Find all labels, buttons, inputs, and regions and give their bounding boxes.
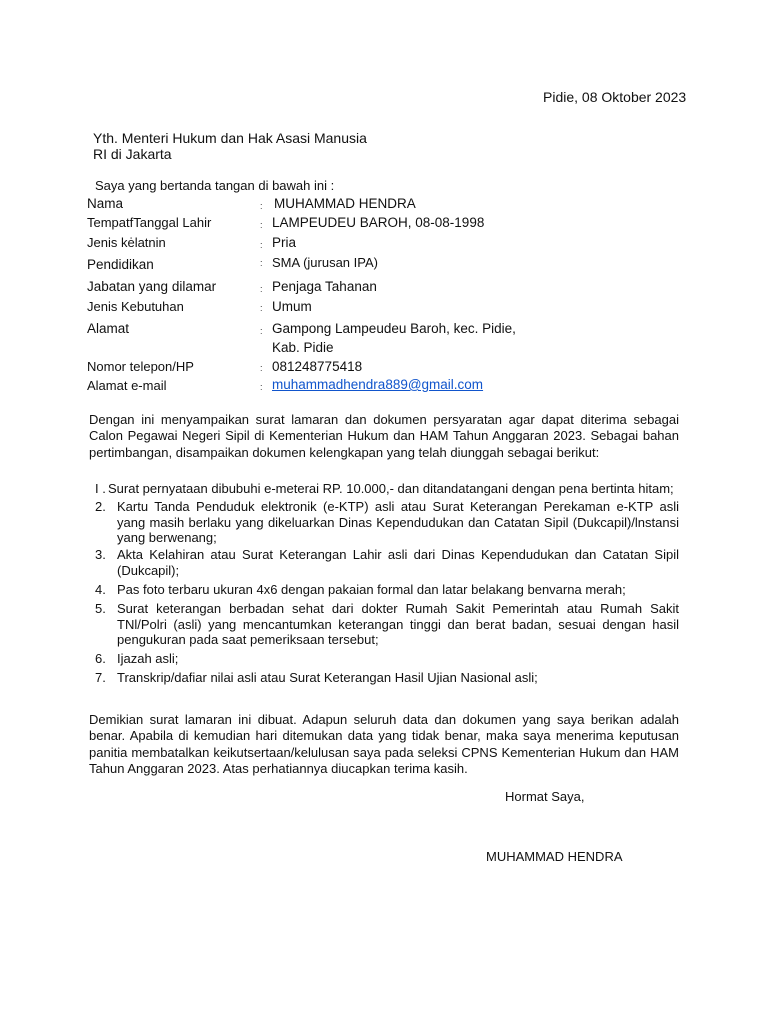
field-value: Umum [272,299,312,314]
place-date: Pidie, 08 Oktober 2023 [543,89,687,105]
list-item-number: 5. [95,601,106,616]
field-value: Gampong Lampeudeu Baroh, kec. Pidie, [272,321,516,336]
field-label: Nomor telepon/HP [87,359,194,374]
field-label: Jabatan yang dilamar [87,279,217,294]
field-value: Penjaga Tahanan [272,279,377,294]
field-separator: : [260,201,263,211]
field-separator: : [260,326,263,336]
recipient-line-1: Yth. Menteri Hukum dan Hak Asasi Manusia [93,130,367,146]
list-item-text: Ijazah asli; [117,651,179,666]
list-item-text: Pas foto terbaru ukuran 4x6 dengan pakaian formal dan latar belakang benvarna merah; [117,582,626,597]
list-item-number: 7. [95,670,106,685]
field-label: Jenis Kebutuhan [87,299,184,314]
signature-name: MUHAMMAD HENDRA [486,849,623,864]
field-value-line-2: Kab. Pidie [272,340,334,355]
field-value: 081248775418 [272,359,363,374]
field-value: MUHAMMAD HENDRA [274,196,416,211]
field-value: LAMPEUDEU BAROH, 08-08-1998 [272,215,485,230]
field-label: Alamat [87,321,130,336]
recipient-line-2: RI di Jakarta [93,146,172,162]
list-item-text: Surat pernyataan dibubuhi e-meterai RP. 10.000,- dan ditandatangani dengan pena bertinta hitam; [108,481,674,496]
field-value: SMA (jurusan IPA) [272,255,378,270]
field-value: Pria [272,235,297,250]
closing-paragraph: Demikian surat lamaran ini dibuat. Adapun seluruh data dan dokumen yang saya berikan adalah benar. Apabila di kemudian hari ditemukan data yang tidak benar, maka saya menerima keputusan panitia membatalkan keikutsertaan/kelulusan saya pada seleksi CPNS Kementerian Hukum dan HAM Tahun Anggaran 2023. Atas perhatiannya diucapkan terima kasih. [89,712,679,776]
body-paragraph: Dengan ini menyampaikan surat lamaran dan dokumen persyaratan agar dapat diterima sebagai Calon Pegawai Negeri Sipil di Kementerian Hukum dan HAM Tahun Anggaran 2023. Sebagai bahan pertimbangan, disampaikan dokumen kelengkapan yang telah diunggah sebagai berikut: [89,412,679,460]
field-separator: : [260,363,263,373]
list-item-number: 4. [95,582,106,597]
field-label: Alamat e-mail [87,378,167,393]
list-item-text: Akta Kelahiran atau Surat Keterangan Lahir asli dari Dinas Kependudukan dan Catatan Sipil (Dukcapil); [117,547,679,578]
field-separator: : [260,258,263,268]
field-separator: : [260,382,263,392]
list-item-number: 6. [95,651,106,666]
field-separator: : [260,240,263,250]
field-label: TempatfTanggal Lahir [87,215,212,230]
field-label: Nama [87,196,124,211]
intro-text: Saya yang bertanda tangan di bawah ini : [95,178,335,193]
list-item-number: 2. [95,499,106,514]
list-item-number: 3. [95,547,106,562]
list-item-text: Transkrip/dafiar nilai asli atau Surat Keterangan Hasil Ujian Nasional asli; [117,670,538,685]
email-link[interactable]: muhammadhendra889@gmail.com [272,377,484,392]
list-item-number: I . [95,481,106,496]
field-separator: : [260,284,263,294]
field-label: Pendidikan [87,257,154,272]
field-label: Jenis kėlatnin [87,235,166,250]
field-separator: : [260,220,263,230]
field-separator: : [260,303,263,313]
signature-salutation: Hormat Saya, [505,789,585,804]
list-item-text: Kartu Tanda Penduduk elektronik (e-KTP) asli atau Surat Keterangan Perekaman e-KTP asli yang masih berlaku yang dikeluarkan Dinas Kependudukan dan Catatan Sipil (Dukcapil)/lnstansi yang berwenang; [117,499,679,545]
list-item-text: Surat keterangan berbadan sehat dari dokter Rumah Sakit Pemerintah atau Rumah Sakit TNl/Polri (asli) yang mencantumkan keterangan tinggi dan berat badan, sesuai dengan hasil pengukuran pada saat pemeriksaan tersebut; [117,601,679,647]
